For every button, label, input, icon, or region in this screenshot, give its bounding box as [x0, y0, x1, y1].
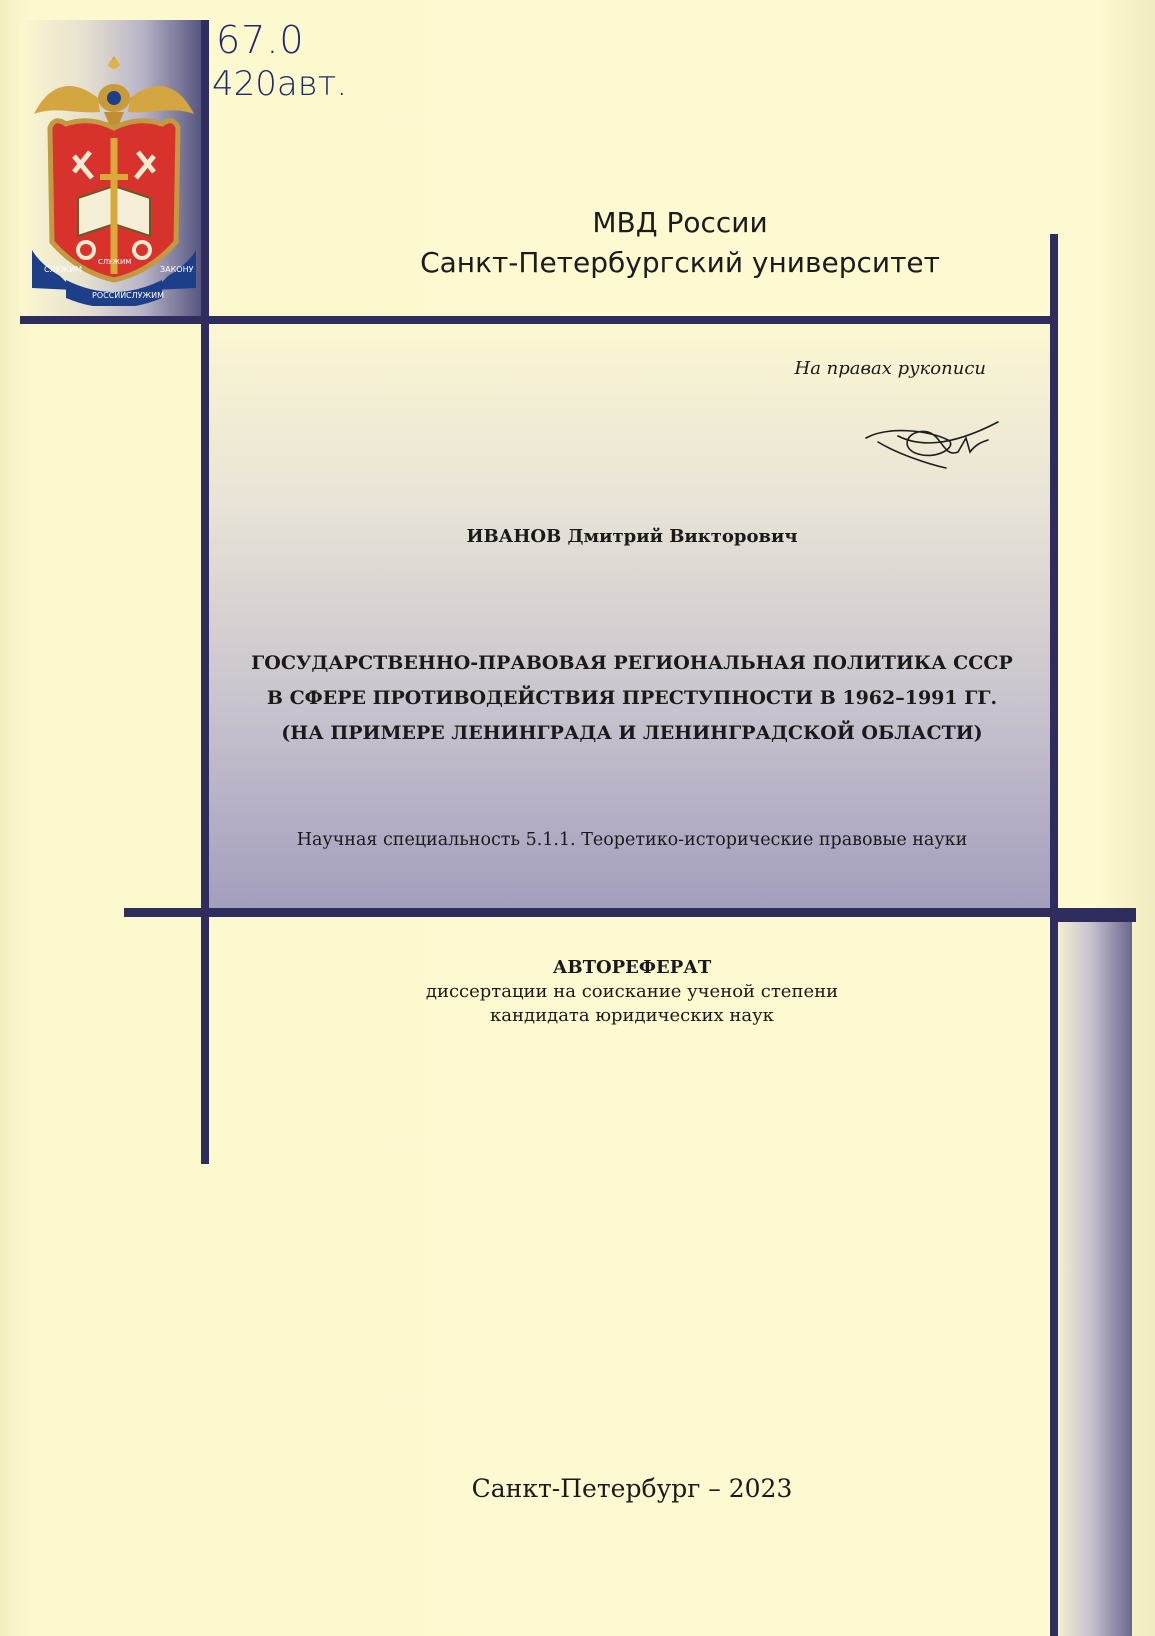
svg-text:ЗАКОНУ: ЗАКОНУ [160, 265, 194, 274]
abstract-line2: кандидата юридических наук [490, 1005, 774, 1026]
svg-text:СЛУЖИМ: СЛУЖИМ [44, 265, 82, 274]
svg-text:СЛУЖИМ: СЛУЖИМ [126, 291, 164, 300]
svg-text:СЛУЖИМ: СЛУЖИМ [98, 258, 132, 266]
horizontal-rule-middle [124, 908, 1136, 917]
signature-icon [858, 408, 1008, 482]
abstract-line1: диссертации на соискание ученой степени [425, 981, 839, 1002]
author-name: ИВАНОВ Дмитрий Викторович [466, 526, 798, 547]
handwritten-code-1: 67.0 [216, 18, 305, 62]
shield-icon [50, 121, 178, 280]
abstract-block [208, 956, 1056, 1028]
title-line2: В СФЕРЕ ПРОТИВОДЕЙСТВИЯ ПРЕСТУПНОСТИ В 1962–1991 ГГ. [266, 687, 998, 709]
title-line3: (НА ПРИМЕРЕ ЛЕНИНГРАДА И ЛЕНИНГРАДСКОЙ ОБЛАСТИ) [281, 722, 983, 744]
org-name-line2: Санкт-Петербургский университет [420, 246, 940, 279]
dissertation-title [208, 646, 1056, 751]
svg-text:РОССИИ: РОССИИ [92, 291, 127, 300]
horizontal-rule-right-stub [1056, 916, 1136, 922]
vertical-rule-right-upper [1050, 234, 1058, 918]
specialty-line: Научная специальность 5.1.1. Теоретико-исторические правовые науки [296, 830, 968, 850]
rights-note: На правах рукописи [794, 358, 986, 379]
university-emblem-icon [30, 36, 198, 306]
org-name-line1: МВД России [592, 206, 768, 239]
abstract-heading: АВТОРЕФЕРАТ [552, 957, 712, 978]
horizontal-rule-top [20, 316, 1056, 324]
title-line1: ГОСУДАРСТВЕННО-ПРАВОВАЯ РЕГИОНАЛЬНАЯ ПОЛИТИКА СССР [251, 652, 1013, 674]
city-year: Санкт-Петербург – 2023 [471, 1474, 793, 1503]
handwritten-code-2: 420авт. [212, 64, 348, 104]
right-gradient-strip [1056, 918, 1132, 1636]
